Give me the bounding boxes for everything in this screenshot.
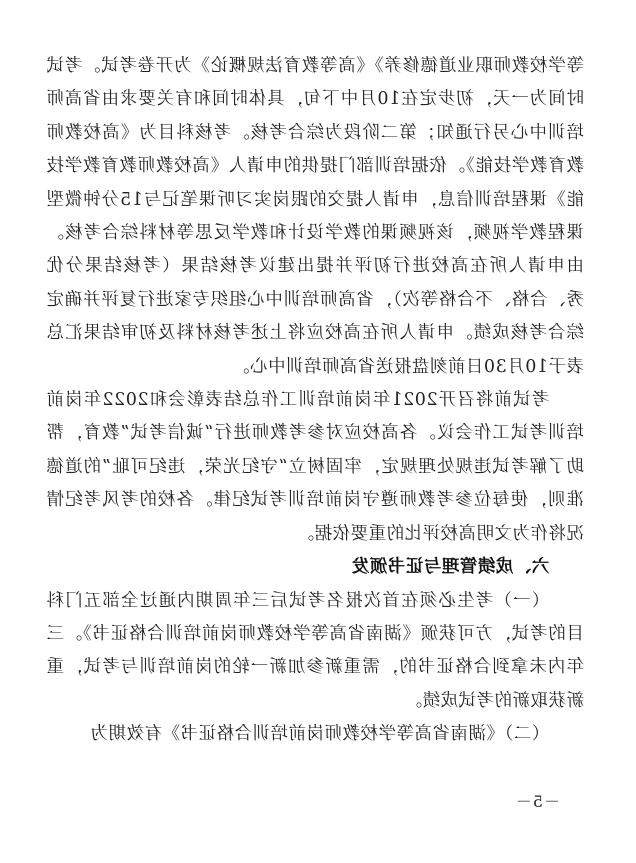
paragraph: （二）《湖南省高等学校教师岗前培训合格证书》有效期为	[90, 724, 550, 745]
paragraph: 等学校教师职业道德修养》《高等教育法规概论》为开卷考试。考试时间为一天，初步定在10月中下旬，具体时间和有关要求由省高师培训中心另行通知；第二阶段为综合考核。考核科目为《高校教师教育教学技能》。依据培训部门提供的申请人《高校教师教育教学技能》课程培训信息，申请人提交的跟岗实习听课笔记与15分钟微型课程教学视频，该视频课的教学设计和教学反思等材料综合考核。由申请人所在高校进行初评并提出建议考核结果（考核结果分优秀、合格、不合格等次），省高师培训中心组织专家进行复评并确定综合考核成绩。申请人所在高校应将上述考核材料及初审结果汇总表于10月30日前刻盘报送省高师培训中心。	[46, 56, 584, 377]
paragraph: 考试前将召开2021年岗前培训工作总结表彰会和2022年岗前培训考试工作会议。各高校应对参考教师进行“诚信考试”教育，帮助了解考试违规处理规定，牢固树立“守纪光荣，违纪可耻”的道德准则，使每位参考教师遵守岗前培训考试纪律。各校的考风考纪情况将作为文明高校评比的重要依据。	[46, 390, 584, 544]
section-heading: 六、成绩管理与证书颁发	[351, 557, 550, 578]
paragraph: （一）考生必须在首次报名考试后三年周期内通过全部五门科目的考试，方可获颁《湖南省高等学校教师岗前培训合格证书》。三年内未拿到合格证书的，需重新参加新一轮的岗前培训与考试，重新获取新的考试成绩。	[46, 590, 584, 711]
page-number: －5－	[514, 792, 560, 811]
document-body	[46, 50, 584, 752]
